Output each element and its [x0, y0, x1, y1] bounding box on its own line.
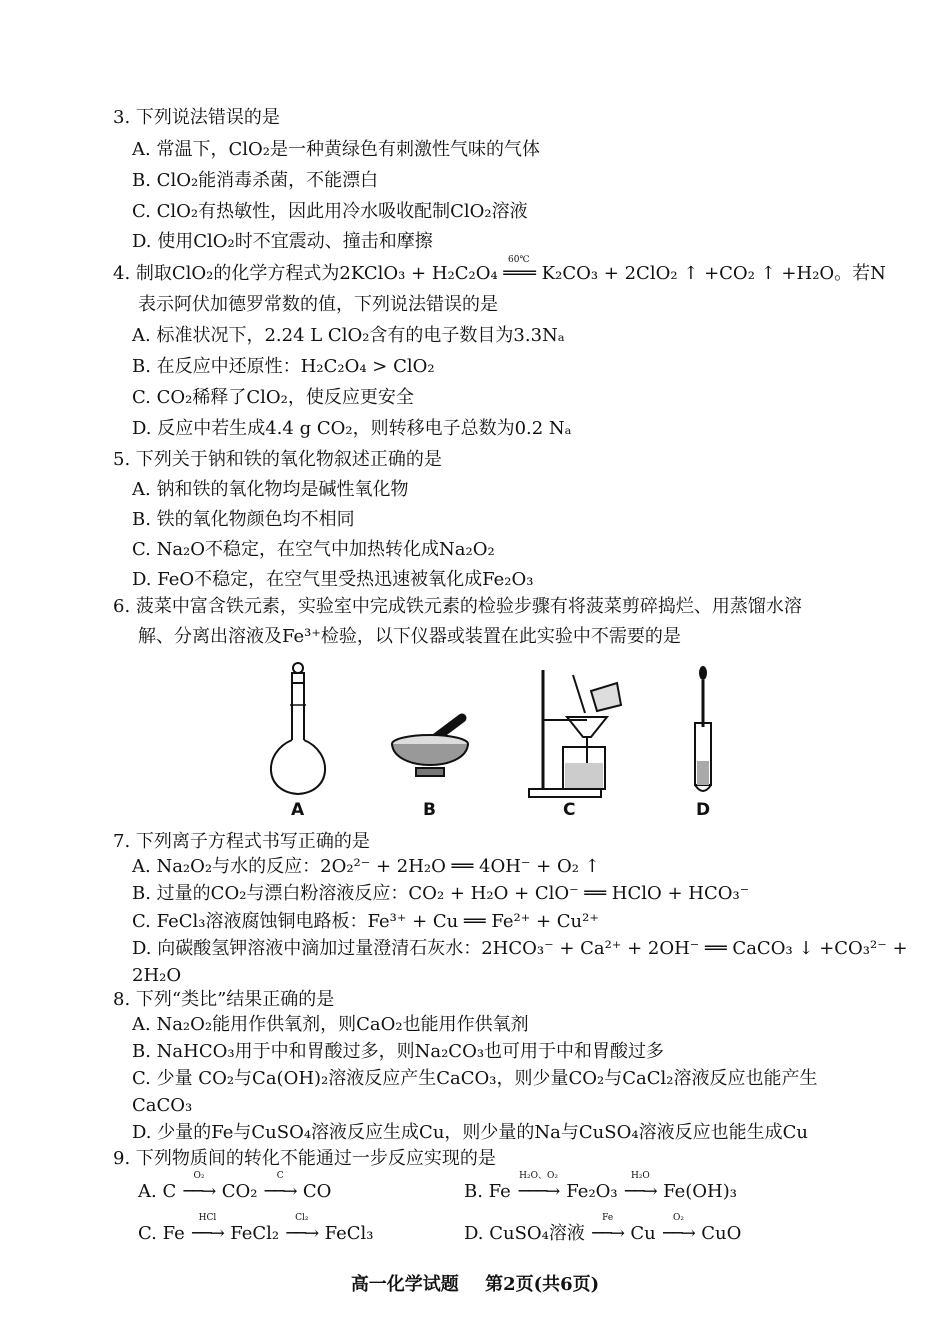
q9-b-start: B. Fe	[464, 1181, 511, 1202]
q9-option-a	[138, 1171, 332, 1204]
figure-label-b: B	[423, 800, 436, 820]
page-footer	[0, 1270, 950, 1296]
footer-page: 第2页(共6页)	[485, 1274, 600, 1295]
q9-stem: 9. 下列物质间的转化不能通过一步反应实现的是	[113, 1148, 496, 1169]
q5-option-b: B. 铁的氧化物颜色均不相同	[132, 509, 355, 530]
volumetric-flask-figure	[258, 660, 338, 800]
figure-label-c: C	[563, 800, 576, 820]
q9-option-d	[464, 1213, 742, 1246]
reaction-arrow-icon: Fe ──→	[592, 1213, 624, 1244]
q8-option-c-cont: CaCO₃	[132, 1095, 193, 1116]
q3-option-c: C. ClO₂有热敏性，因此用冷水吸收配制ClO₂溶液	[132, 201, 528, 222]
q4-option-c: C. CO₂稀释了ClO₂，使反应更安全	[132, 387, 414, 408]
q9-a-cond1: O₂	[193, 1171, 205, 1181]
q9-c-cond1: HCl	[198, 1213, 217, 1223]
q5-stem: 5. 下列关于钠和铁的氧化物叙述正确的是	[113, 449, 442, 470]
dropper-test-tube-figure	[685, 665, 721, 800]
mortar-pestle-figure	[382, 710, 482, 790]
q7-stem: 7. 下列离子方程式书写正确的是	[113, 831, 370, 852]
q9-d-prod1: Cu	[630, 1223, 656, 1244]
figure-label-a: A	[291, 800, 305, 820]
q7-option-c: C. FeCl₃溶液腐蚀铜电路板：Fe³⁺ + Cu ══ Fe²⁺ + Cu²⁺	[132, 911, 599, 932]
q8-option-b: B. NaHCO₃用于中和胃酸过多，则Na₂CO₃也可用于中和胃酸过多	[132, 1041, 665, 1062]
reaction-arrow-icon: O₂ ──→	[183, 1171, 215, 1202]
q9-b-cond1: H₂O、O₂	[519, 1171, 558, 1181]
reaction-arrow-icon: O₂ ──→	[663, 1213, 694, 1244]
q4-condition: 60℃	[508, 255, 530, 265]
q9-c-start: C. Fe	[138, 1223, 185, 1244]
q8-option-c: C. 少量 CO₂与Ca(OH)₂溶液反应产生CaCO₃，则少量CO₂与CaCl₂溶液反应也能产生	[132, 1068, 818, 1089]
q6-stem-line1: 6. 菠菜中富含铁元素，实验室中完成铁元素的检验步骤有将菠菜剪碎捣烂、用蒸馏水溶	[113, 596, 802, 617]
q9-d-cond2: O₂	[672, 1213, 684, 1223]
q7-option-d: D. 向碳酸氢钾溶液中滴加过量澄清石灰水：2HCO₃⁻ + Ca²⁺ + 2OH⁻ ══ CaCO₃ ↓ +CO₃²⁻ +	[132, 938, 908, 959]
q3-option-b: B. ClO₂能消毒杀菌，不能漂白	[132, 170, 379, 191]
q9-b-prod2: Fe(OH)₃	[663, 1181, 737, 1202]
q5-option-d: D. FeO不稳定，在空气里受热迅速被氧化成Fe₂O₃	[132, 569, 534, 590]
q3-option-a: A. 常温下，ClO₂是一种黄绿色有刺激性气味的气体	[132, 139, 540, 160]
q9-d-start: D. CuSO₄溶液	[464, 1223, 585, 1244]
q9-option-b	[464, 1171, 737, 1204]
q9-a-start: A. C	[138, 1181, 177, 1202]
q4-option-d: D. 反应中若生成4.4 g CO₂，则转移电子总数为0.2 Nₐ	[132, 418, 572, 439]
q9-a-prod1: CO₂	[221, 1181, 258, 1202]
q7-option-b: B. 过量的CO₂与漂白粉溶液反应：CO₂ + H₂O + ClO⁻ ══ HClO + HCO₃⁻	[132, 883, 750, 904]
q9-d-prod2: CuO	[701, 1223, 742, 1244]
q9-d-cond1: Fe	[602, 1213, 614, 1223]
footer-subject: 高一化学试题	[350, 1274, 459, 1295]
q9-b-prod1: Fe₂O₃	[566, 1181, 618, 1202]
q5-option-c: C. Na₂O不稳定，在空气中加热转化成Na₂O₂	[132, 539, 495, 560]
figure-label-d: D	[696, 800, 711, 820]
q7-option-d-cont: 2H₂O	[132, 965, 182, 986]
q9-a-cond2: C	[276, 1171, 284, 1181]
q4-option-a: A. 标准状况下，2.24 L ClO₂含有的电子数目为3.3Nₐ	[132, 325, 565, 346]
q4-stem-line1: 4. 制取ClO₂的化学方程式为2KClO₃ + H₂C₂O₄ ═══ K₂CO₃ + 2ClO₂ ↑ +CO₂ ↑ +H₂O。若N	[113, 263, 886, 284]
q8-stem: 8. 下列“类比”结果正确的是	[113, 989, 335, 1010]
q5-option-a: A. 钠和铁的氧化物均是碱性氧化物	[132, 479, 409, 500]
q8-option-d: D. 少量的Fe与CuSO₄溶液反应生成Cu，则少量的Na与CuSO₄溶液反应也能生成Cu	[132, 1122, 808, 1143]
q3-stem: 3. 下列说法错误的是	[113, 107, 280, 128]
q3-option-d: D. 使用ClO₂时不宜震动、撞击和摩擦	[132, 231, 433, 252]
q9-c-prod2: FeCl₃	[324, 1223, 374, 1244]
filtration-apparatus-figure	[525, 665, 625, 800]
q9-option-c	[138, 1213, 374, 1246]
q9-c-prod1: FeCl₂	[230, 1223, 280, 1244]
q4-option-b: B. 在反应中还原性：H₂C₂O₄ > ClO₂	[132, 356, 435, 377]
q7-option-a: A. Na₂O₂与水的反应：2O₂²⁻ + 2H₂O ══ 4OH⁻ + O₂ ↑	[132, 856, 600, 877]
q8-option-a: A. Na₂O₂能用作供氧剂，则CaO₂也能用作供氧剂	[132, 1014, 529, 1035]
q9-c-cond2: Cl₂	[295, 1213, 309, 1223]
q6-stem-line2: 解、分离出溶液及Fe³⁺检验，以下仪器或装置在此实验中不需要的是	[138, 626, 681, 647]
q9-b-cond2: H₂O	[630, 1171, 650, 1181]
reaction-arrow-icon: H₂O、O₂ ───→	[517, 1180, 561, 1204]
reaction-arrow-icon: H₂O ──→	[625, 1171, 656, 1202]
reaction-arrow-icon: C ──→	[264, 1171, 296, 1202]
q9-a-prod2: CO	[302, 1181, 332, 1202]
reaction-arrow-icon: HCl ──→	[192, 1213, 223, 1244]
q4-stem-line2: 表示阿伏加德罗常数的值，下列说法错误的是	[138, 294, 498, 315]
reaction-arrow-icon: Cl₂ ──→	[286, 1213, 318, 1244]
